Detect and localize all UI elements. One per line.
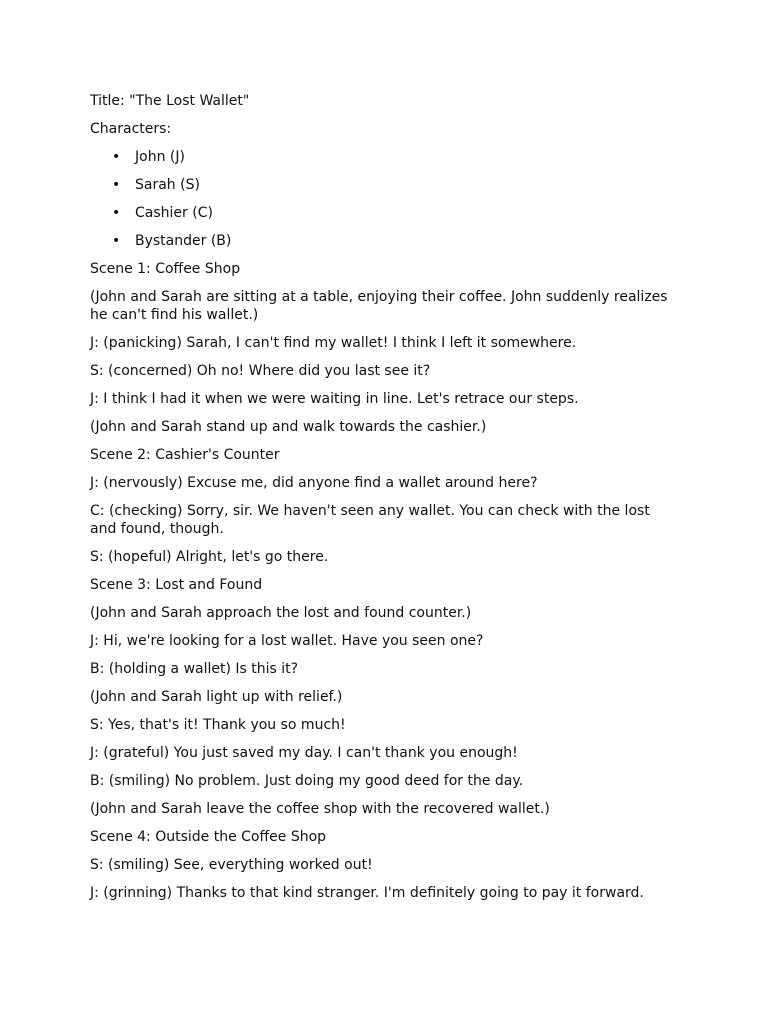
character-name: Cashier (C)	[135, 205, 213, 221]
scene-heading: Scene 3: Lost and Found	[90, 577, 263, 593]
characters-heading: Characters:	[90, 121, 172, 137]
scene-heading: Scene 1: Coffee Shop	[90, 261, 241, 277]
dialogue-line: J: (grateful) You just saved my day. I can't thank you enough!	[90, 745, 518, 761]
character-item	[90, 204, 680, 222]
dialogue-line: J: (grinning) Thanks to that kind stranger. I'm definitely going to pay it forward.	[90, 885, 644, 901]
characters-list	[90, 148, 680, 250]
scene-heading: Scene 4: Outside the Coffee Shop	[90, 829, 327, 845]
character-item	[90, 176, 680, 194]
dialogue-line: J: Hi, we're looking for a lost wallet. Have you seen one?	[90, 633, 484, 649]
stage-direction: (John and Sarah are sitting at a table, enjoying their coffee. John suddenly realizes he can't find his wallet.)	[90, 289, 668, 323]
character-item	[90, 232, 680, 250]
stage-direction: (John and Sarah stand up and walk towards the cashier.)	[90, 419, 487, 435]
stage-direction: (John and Sarah leave the coffee shop with the recovered wallet.)	[90, 801, 550, 817]
dialogue-line: B: (holding a wallet) Is this it?	[90, 661, 299, 677]
stage-direction: (John and Sarah approach the lost and found counter.)	[90, 605, 472, 621]
script-document	[90, 92, 680, 912]
dialogue-line: S: (hopeful) Alright, let's go there.	[90, 549, 329, 565]
dialogue-line: S: Yes, that's it! Thank you so much!	[90, 717, 346, 733]
dialogue-line: S: (smiling) See, everything worked out!	[90, 857, 373, 873]
dialogue-line: C: (checking) Sorry, sir. We haven't seen any wallet. You can check with the lost and found, though.	[90, 503, 650, 537]
dialogue-line: B: (smiling) No problem. Just doing my good deed for the day.	[90, 773, 524, 789]
bullet-icon: •	[112, 177, 121, 193]
dialogue-line: J: I think I had it when we were waiting in line. Let's retrace our steps.	[90, 391, 579, 407]
dialogue-line: J: (panicking) Sarah, I can't find my wallet! I think I left it somewhere.	[90, 335, 577, 351]
dialogue-line: S: (concerned) Oh no! Where did you last see it?	[90, 363, 431, 379]
character-item	[90, 148, 680, 166]
dialogue-line: J: (nervously) Excuse me, did anyone find a wallet around here?	[90, 475, 538, 491]
bullet-icon: •	[112, 205, 121, 221]
character-name: Bystander (B)	[135, 233, 232, 249]
bullet-icon: •	[112, 149, 121, 165]
scene-heading: Scene 2: Cashier's Counter	[90, 447, 280, 463]
character-name: Sarah (S)	[135, 177, 200, 193]
character-name: John (J)	[135, 149, 185, 165]
stage-direction: (John and Sarah light up with relief.)	[90, 689, 343, 705]
bullet-icon: •	[112, 233, 121, 249]
document-title: Title: "The Lost Wallet"	[90, 93, 250, 109]
